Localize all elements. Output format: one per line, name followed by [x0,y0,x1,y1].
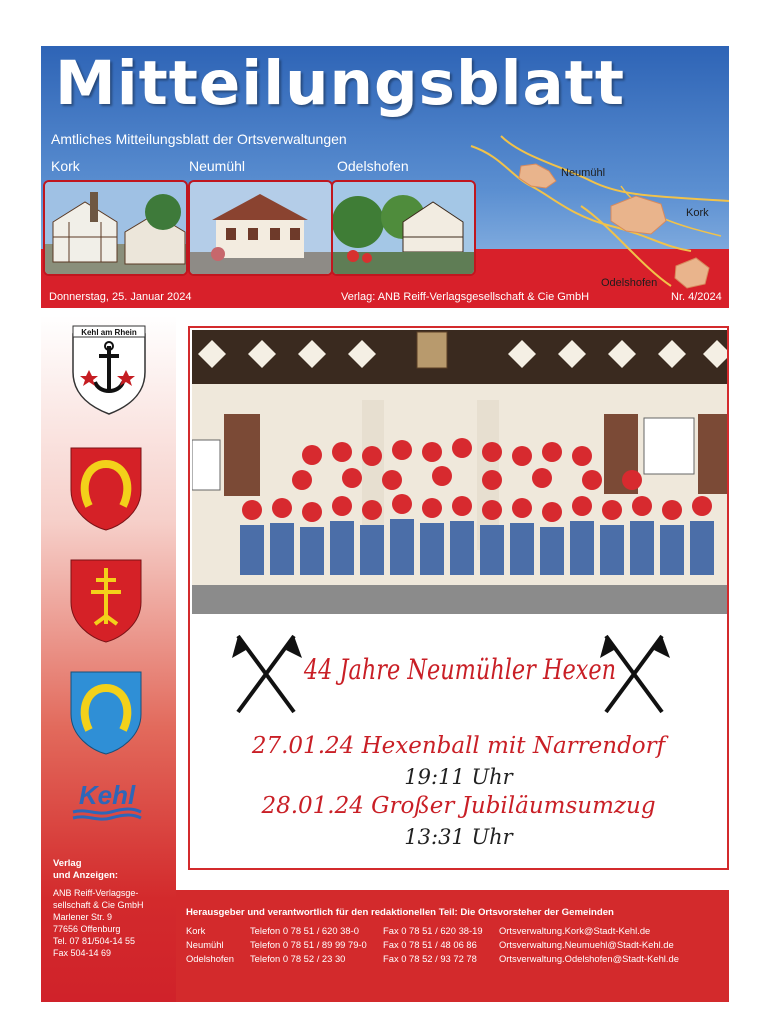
kehl-logo [67,776,147,826]
verlag-line: Fax 504-14 69 [53,948,112,958]
subtitle: Amtliches Mitteilungsblatt der Ortsverwaltungen [51,131,347,147]
map-label-neumuehl: Neumühl [561,167,606,179]
verlag-heading-2: und Anzeigen: [53,870,119,881]
verlag-line: 77656 Offenburg [53,924,121,934]
issue-number: Nr. 4/2024 [671,291,722,303]
masthead-header [41,46,729,308]
event-2-time: 13:31 Uhr [404,825,513,849]
location-label-odelshofen: Odelshofen [337,158,409,174]
contact-row-odelshofen [186,953,726,966]
neumuehl-crest [69,558,143,644]
contact-fax: Fax 0 78 51 / 48 06 86 [383,939,477,950]
group-photo [192,330,727,614]
contact-row-kork [186,925,726,938]
contact-fax: Fax 0 78 52 / 93 72 78 [383,953,477,964]
front-page [41,46,729,1002]
footer-heading: Herausgeber und verantwortlich für den redaktionellen Teil: Die Ortsvorsteher der Gemeinden [186,907,614,918]
contact-place: Neumühl [186,939,224,950]
contact-fax: Fax 0 78 51 / 620 38-19 [383,925,483,936]
contact-tel: Telefon 0 78 51 / 89 99 79-0 [250,939,367,950]
photo-odelshofen [331,180,476,276]
issue-date: Donnerstag, 25. Januar 2024 [49,291,192,303]
verlag-line: ANB Reiff-Verlagsge- [53,888,139,898]
map-label-kork: Kork [686,207,709,219]
location-label-kork: Kork [51,158,80,174]
region-map [461,126,729,308]
map-label-odelshofen: Odelshofen [601,277,658,289]
kehl-logo-text: Kehl [78,780,136,810]
contact-tel: Telefon 0 78 52 / 23 30 [250,953,346,964]
contact-place: Odelshofen [186,953,234,964]
verlag-heading-1: Verlag [53,858,82,869]
verlag-line: sellschaft & Cie GmbH [53,900,144,910]
verlag-line: Marlener Str. 9 [53,912,113,922]
event-poster [188,326,729,870]
contact-row-neumuehl [186,939,726,952]
odelshofen-crest [69,670,143,756]
contact-place: Kork [186,925,206,936]
event-1-time: 19:11 Uhr [404,765,513,789]
contact-email[interactable]: Ortsverwaltung.Odelshofen@Stadt-Kehl.de [499,953,679,964]
photo-kork [43,180,188,276]
footer-contacts [176,890,729,1002]
contact-tel: Telefon 0 78 51 / 620 38-0 [250,925,359,936]
crest-label: Kehl am Rhein [81,328,137,337]
publisher-line: Verlag: ANB Reiff-Verlagsgesellschaft & Cie GmbH [341,291,590,303]
verlag-box [53,858,173,959]
event-1: 27.01.24 Hexenball mit Narrendorf [251,733,666,759]
contact-email[interactable]: Ortsverwaltung.Kork@Stadt-Kehl.de [499,925,651,936]
contact-email[interactable]: Ortsverwaltung.Neumuehl@Stadt-Kehl.de [499,939,674,950]
issue-info-bar [41,286,729,308]
event-2: 28.01.24 Großer Jubiläumsumzug [261,793,656,819]
kork-crest [69,446,143,532]
verlag-line: Tel. 07 81/504-14 55 [53,936,136,946]
photo-neumuehl [188,180,333,276]
masthead-title: Mitteilungsblatt [55,48,626,119]
poster-title: 44 Jahre Neumühler Hexen [303,653,617,686]
location-label-neumuehl: Neumühl [189,158,246,174]
kehl-am-rhein-crest [69,322,149,416]
